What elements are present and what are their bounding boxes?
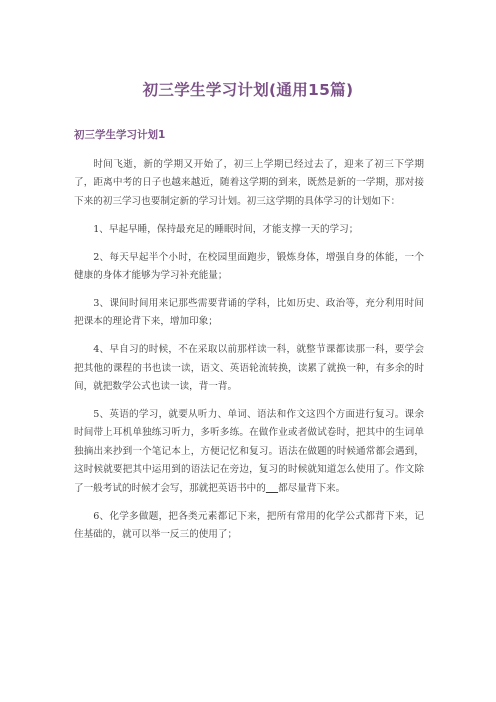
paragraph-intro: 时间飞逝，新的学期又开始了，初三上学期已经过去了，迎来了初三下学期了，距离中考的日子也越来越近，随着这学期的到来，既然是新的一学期，那对接下来的初三学习也要制定新的学习计划。初三这学期的具体学习的计划如下： [74, 159, 424, 207]
paragraph-4: 4、早自习的时候，不在采取以前那样读一科，就整节课都读那一科，要学会把其他的课程的书也读一读，语文、英语轮流转换，读累了就换一种，有多余的时间，就把数学公式也读一读，背一背。 [74, 344, 424, 393]
paragraph-5 [74, 406, 424, 498]
paragraph-6: 6、化学多做题，把各类元素都记下来，把所有常用的化学公式都背下来，记住基础的，就可以举一反三的使用了； [74, 510, 424, 540]
underline-blank [266, 483, 278, 494]
document-body [74, 156, 424, 554]
paragraph-5-tail: 都尽量背下来。 [278, 482, 346, 494]
paragraph-5-text: 5、英语的学习，就要从听力、单词、语法和作文这四个方面进行复习。课余时间带上耳机单独练习听力，多听多练。在做作业或者做试卷时，把其中的生词单独摘出来抄到一个笔记本上，方便记忆和复习。语法在做题的时候通常都会遇到，这时候就要把其中运用到的语法记在旁边，复习的时候就知道怎么使用了。作文除了一般考试的时候才会写，那就把英语书中的 [74, 408, 424, 494]
paragraph-1: 1、早起早睡，保持最充足的睡眠时间，才能支撑一天的学习； [93, 223, 359, 235]
paragraph-2: 2、每天早起半个小时，在校园里面跑步，锻炼身体，增强自身的体能，一个健康的身体才能够为学习补充能量； [74, 251, 424, 282]
document-title: 初三学生学习计划(通用15篇) [142, 81, 354, 99]
section-title: 初三学生学习计划1 [74, 129, 166, 141]
paragraph-3: 3、课间时间用来记那些需要背诵的学科，比如历史、政治等，充分利用时间把课本的理论背下来，增加印象； [74, 297, 424, 328]
